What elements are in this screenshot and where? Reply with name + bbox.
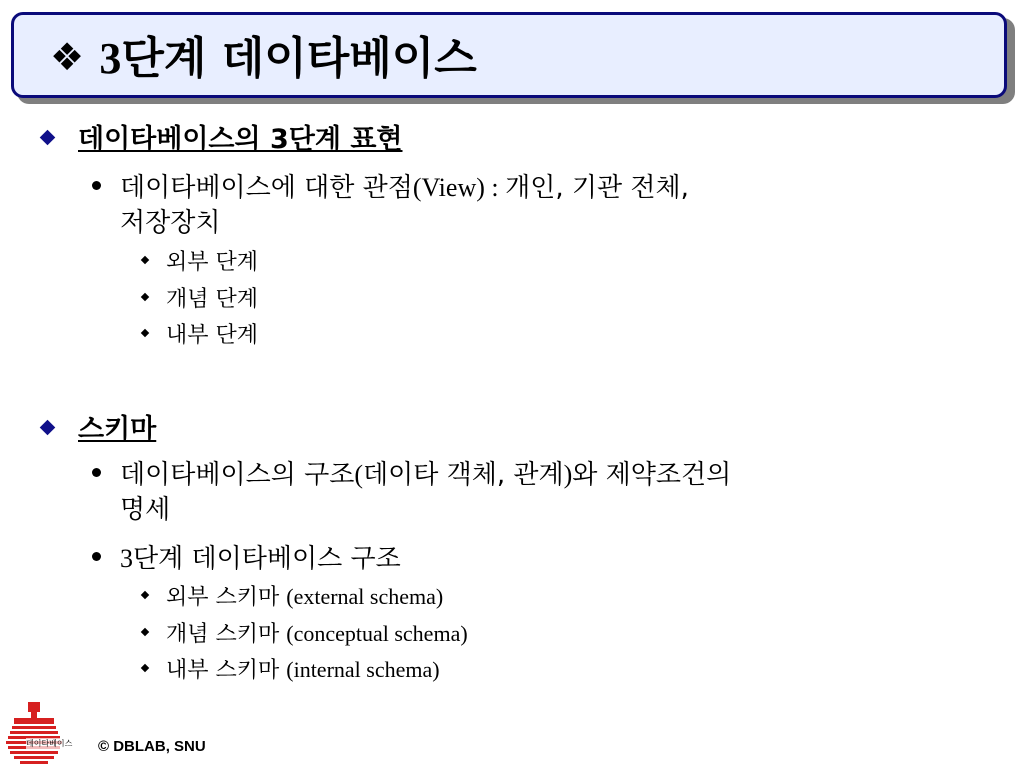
section-heading-schema: 스키마 — [78, 414, 157, 445]
small-diamond-bullet-icon — [141, 664, 149, 672]
dot-bullet-icon — [92, 552, 101, 561]
external-schema-en: (external schema) — [286, 584, 444, 609]
dot-bullet-icon — [92, 181, 101, 190]
conceptual-schema-en: (conceptual schema) — [286, 621, 468, 646]
view-item-kr2: 개인, 기관 전체, — [505, 173, 689, 203]
external-schema — [166, 580, 443, 611]
small-diamond-bullet-icon — [141, 256, 149, 264]
schema-definition-line2: 명세 — [120, 495, 171, 525]
small-diamond-bullet-icon — [141, 293, 149, 301]
level-conceptual: 개념 단계 — [166, 287, 259, 312]
view-item — [120, 167, 689, 204]
internal-schema-en: (internal schema) — [286, 657, 440, 682]
title-box — [11, 12, 1007, 98]
schema-definition — [120, 454, 731, 491]
small-diamond-bullet-icon — [141, 329, 149, 337]
schema-def-paren-open: ( — [354, 460, 363, 489]
level-external: 외부 단계 — [166, 250, 259, 275]
view-item-latin: (View) : — [412, 173, 506, 202]
footer-copyright: © DBLAB, SNU — [98, 738, 206, 755]
level-internal: 내부 단계 — [166, 323, 259, 348]
external-schema-kr: 외부 스키마 — [166, 585, 287, 610]
dot-bullet-icon — [92, 468, 101, 477]
conceptual-schema — [166, 617, 468, 648]
schema-def-paren-close: ) — [563, 460, 573, 489]
view-item-kr: 데이타베이스에 대한 관점 — [120, 173, 413, 203]
logo-text: 데이타베이스 — [26, 739, 73, 748]
schema-def-kr2: 데이타 객체, 관계 — [362, 460, 564, 490]
three-level-structure — [120, 538, 401, 575]
schema-def-kr: 데이타베이스의 구조 — [120, 460, 355, 490]
title-prefix: 3 — [99, 34, 122, 83]
small-diamond-bullet-icon — [141, 628, 149, 636]
title-text: 단계 데이타베이스 — [121, 33, 477, 84]
structure-prefix: 3 — [120, 544, 133, 573]
internal-schema — [166, 653, 440, 684]
diamond-bullet-icon — [40, 130, 56, 146]
diamond-bullet-icon — [40, 420, 56, 436]
slide-title — [50, 31, 477, 87]
internal-schema-kr: 내부 스키마 — [166, 658, 287, 683]
dblab-logo-icon — [0, 700, 76, 768]
section-heading-levels: 데이타베이스의 3단계 표현 — [78, 124, 403, 155]
schema-def-kr3: 와 제약조건의 — [572, 460, 732, 490]
small-diamond-bullet-icon — [141, 591, 149, 599]
four-diamond-icon: ❖ — [50, 35, 85, 79]
view-item-line2: 저장장치 — [120, 208, 221, 238]
structure-text: 단계 데이타베이스 구조 — [133, 544, 401, 574]
conceptual-schema-kr: 개념 스키마 — [166, 622, 287, 647]
dblab-logo — [0, 700, 76, 768]
